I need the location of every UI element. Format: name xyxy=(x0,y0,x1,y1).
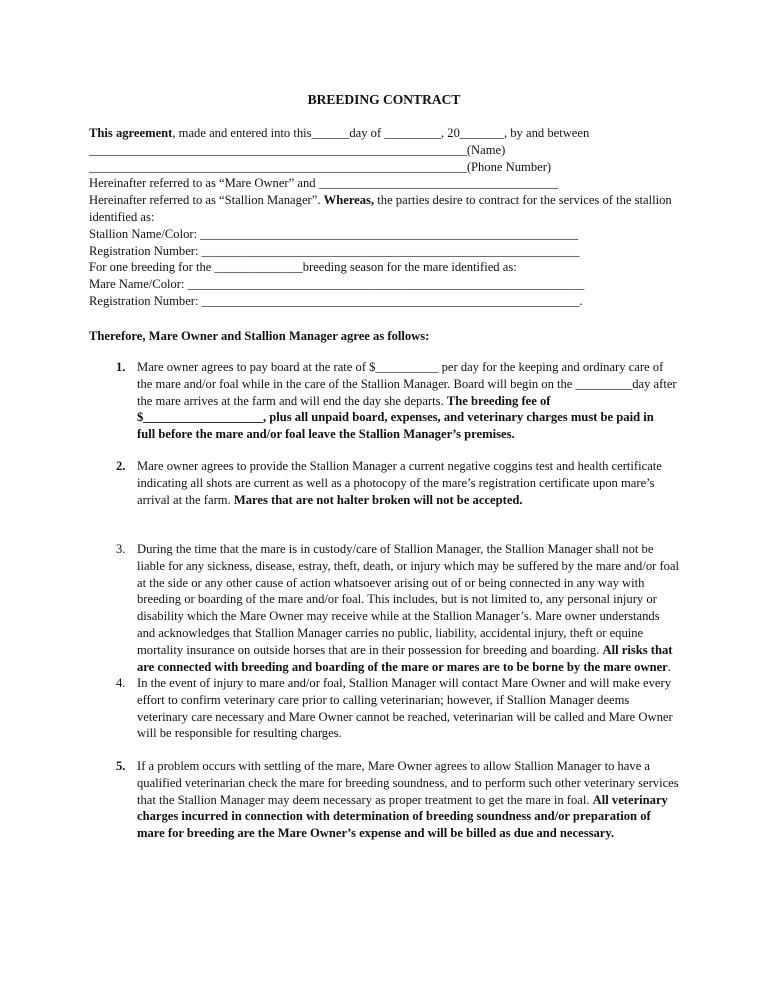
text-line xyxy=(89,125,709,142)
text: In the event of injury to mare and/or foal, Stallion Manager will contact Mare Owner and will make every xyxy=(137,676,672,690)
text-line xyxy=(137,758,679,775)
text: the parties desire to contract for the services of the stallion xyxy=(374,193,672,208)
text-line xyxy=(137,692,673,709)
text: effort to confirm veterinary care prior to calling veterinarian; however, if Stallion Manager deems xyxy=(137,692,630,707)
text: Mare owner agrees to pay board at the rate of $__________ per day for the keeping and ordinary care of xyxy=(137,360,664,374)
text-line xyxy=(137,458,662,475)
clause-text xyxy=(137,541,679,675)
text: and acknowledges that Stallion Manager carries no public, liability, accidental injury, theft or equine xyxy=(137,625,644,640)
text: qualified veterinarian check the mare for breeding soundness, and to perform such other veterinary services xyxy=(137,775,679,790)
bold-text: Mares that are not halter broken will not be accepted. xyxy=(233,492,523,507)
text-line xyxy=(137,825,679,842)
text-line xyxy=(89,226,709,243)
text-line xyxy=(137,608,679,625)
text: , made and entered into this______day of _________, 20_______, by and between xyxy=(172,126,590,140)
clause-number: 1. xyxy=(116,360,126,374)
clause-number: 4. xyxy=(116,676,126,690)
text-line xyxy=(137,426,677,443)
bold-text: charges incurred in connection with determination of breeding soundness and/or preparation of xyxy=(137,809,651,824)
text-line xyxy=(89,293,709,310)
text-line xyxy=(89,142,709,159)
text-line xyxy=(137,376,677,393)
text: the mare and/or foal while in the care of the Stallion Manager. Board will begin on the _________day after xyxy=(137,376,677,391)
agreement-intro xyxy=(89,125,709,310)
text: During the time that the mare is in custody/care of Stallion Manager, the Stallion Manager shall not be xyxy=(137,542,654,556)
text-line xyxy=(137,725,673,742)
text: liable for any sickness, disease, estray, theft, death, or injury which may be suffered by the mare and/or foal xyxy=(137,558,680,573)
text: at the side or any other cause of action whatsoever arising out of or being connected in any way with xyxy=(137,575,645,590)
text: Registration Number: ____________________________________________________________. xyxy=(89,293,583,308)
text-line xyxy=(89,175,709,192)
text: For one breeding for the ______________breeding season for the mare identified as: xyxy=(89,260,517,275)
text: that the Stallion Manager may deem necessary as proper treatment to get the mare in foal. xyxy=(137,792,593,807)
text-line xyxy=(137,675,673,692)
bold-text: mare for breeding are the Mare Owner’s expense and will be billed as due and necessary. xyxy=(137,826,615,841)
text: mortality insurance on outside horses that are in their possession for breeding and boarding. xyxy=(137,642,603,657)
text-line xyxy=(137,492,662,509)
text-line xyxy=(137,409,677,426)
text: ____________________________________________________________(Name) xyxy=(89,142,506,157)
text: disability which the Mare Owner may receive while at the Stallion Manager’s. Mare owner understands xyxy=(137,609,660,624)
text-line xyxy=(137,359,677,376)
clause-number: 2. xyxy=(116,459,126,473)
text-line xyxy=(89,259,709,276)
clause-text xyxy=(137,758,679,842)
document-title: BREEDING CONTRACT xyxy=(307,92,461,107)
bold-text: full before the mare and/or foal leave the Stallion Manager’s premises. xyxy=(137,427,515,442)
clause-number: 5. xyxy=(116,759,126,773)
text-line xyxy=(137,775,679,792)
therefore-text: Therefore, Mare Owner and Stallion Manager agree as follows: xyxy=(89,329,430,343)
text-line xyxy=(89,192,709,209)
text-line xyxy=(137,642,679,659)
text-line xyxy=(89,276,709,293)
text: . xyxy=(667,659,671,674)
text-line xyxy=(137,808,679,825)
text: ____________________________________________________________(Phone Number) xyxy=(89,159,552,174)
bold-text: Whereas, xyxy=(323,193,375,208)
text: Mare owner agrees to provide the Stallion Manager a current negative coggins test and health certificate xyxy=(137,459,662,473)
bold-text: All risks that xyxy=(602,642,673,657)
clause-text xyxy=(137,458,662,508)
text-line xyxy=(137,541,679,558)
therefore-heading xyxy=(89,328,709,345)
text-line xyxy=(137,709,673,726)
text-line xyxy=(137,625,679,642)
text: breeding or boarding of the mare and/or foal. This includes, but is not limited to, any personal injury or xyxy=(137,592,657,607)
text-line xyxy=(137,591,679,608)
bold-text: This agreement xyxy=(89,126,173,140)
bold-text: are connected with breeding and boarding of the mare or mares are to be borne by the mare owner xyxy=(137,659,668,674)
clause-text xyxy=(137,359,677,443)
text: the mare arrives at the farm and will end the day she departs. xyxy=(137,393,447,408)
text-line xyxy=(137,575,679,592)
text: will be responsible for resulting charges. xyxy=(137,726,342,741)
text-line xyxy=(137,558,679,575)
text: Registration Number: ____________________________________________________________ xyxy=(89,243,580,258)
text-line xyxy=(137,659,679,676)
text-line xyxy=(89,159,709,176)
text-line xyxy=(89,209,709,226)
bold-text: The breeding fee of xyxy=(446,393,551,408)
text: identified as: xyxy=(89,209,155,224)
text-line xyxy=(137,393,677,410)
text: arrival at the farm. xyxy=(137,492,234,507)
text: Hereinafter referred to as “Stallion Manager”. xyxy=(89,193,324,208)
text-line xyxy=(89,243,709,260)
text: If a problem occurs with settling of the mare, Mare Owner agrees to allow Stallion Manager to have a xyxy=(137,759,651,773)
clause-text xyxy=(137,675,673,742)
text: veterinary care necessary and Mare Owner cannot be reached, veterinarian will be called and Mare Owner xyxy=(137,709,673,724)
clause-number: 3. xyxy=(116,542,126,556)
text: Mare Name/Color: _______________________________________________________________ xyxy=(89,277,585,292)
text: Hereinafter referred to as “Mare Owner” and ______________________________________ xyxy=(89,176,558,191)
bold-text: All veterinary xyxy=(592,792,668,807)
bold-text: $___________________, plus all unpaid board, expenses, and veterinary charges must be paid in xyxy=(137,410,654,425)
text: indicating all shots are current as well as a photocopy of the mare’s registration certificate upon mare’s xyxy=(137,475,655,490)
text: Stallion Name/Color: ____________________________________________________________ xyxy=(89,226,579,241)
text-line xyxy=(137,792,679,809)
text-line xyxy=(137,475,662,492)
